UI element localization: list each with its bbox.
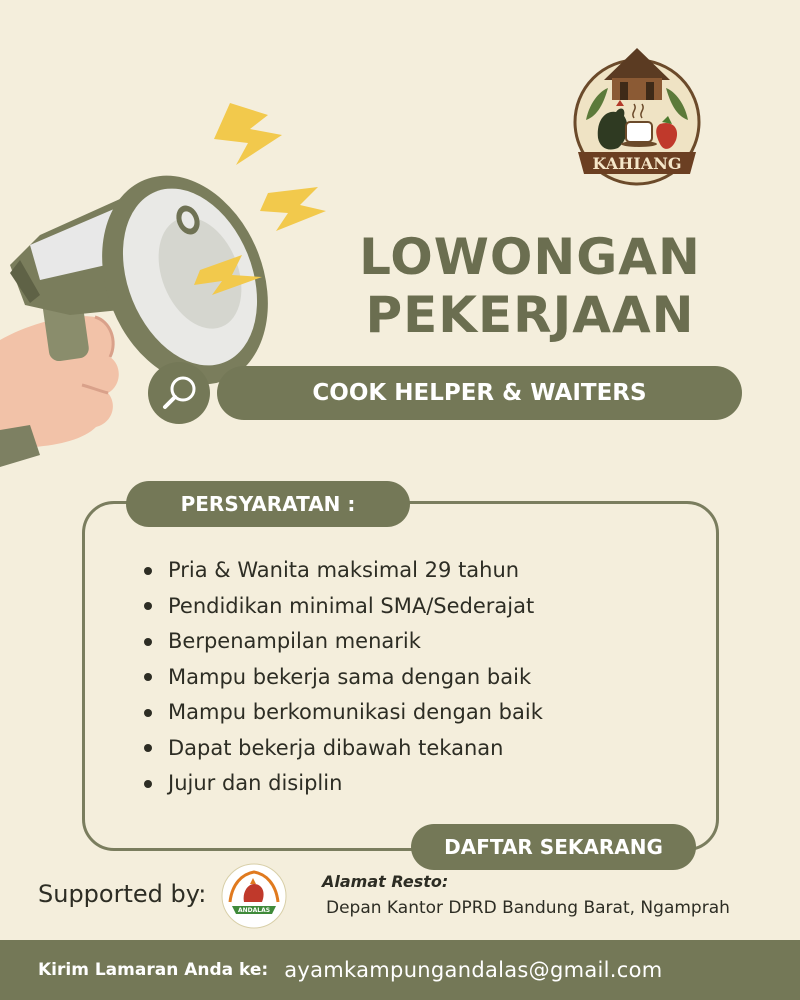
bullet-icon [144, 780, 152, 788]
andalas-logo [220, 862, 288, 930]
list-item: Jujur dan disiplin [140, 766, 700, 802]
list-item: Dapat bekerja dibawah tekanan [140, 731, 700, 767]
list-item: Mampu berkomunikasi dengan baik [140, 695, 700, 731]
bullet-icon [144, 602, 152, 610]
bullet-icon [144, 567, 152, 575]
list-item: Mampu bekerja sama dengan baik [140, 660, 700, 696]
footer-bar [0, 940, 800, 1000]
list-item: Pendidikan minimal SMA/Sederajat [140, 589, 700, 625]
title-line-2: PEKERJAAN [365, 286, 695, 344]
kahiang-logo [568, 40, 706, 190]
bullet-icon [144, 709, 152, 717]
page-title [320, 228, 740, 344]
footer-label: Kirim Lamaran Anda ke: [38, 960, 269, 980]
bullet-icon [144, 673, 152, 681]
requirements-list [140, 553, 700, 802]
search-icon [148, 362, 210, 424]
list-item: Berpenampilan menarik [140, 624, 700, 660]
contact-email[interactable]: ayamkampungandalas@gmail.com [284, 958, 663, 982]
address-text: Depan Kantor DPRD Bandung Barat, Ngamprah [326, 898, 730, 918]
requirements-heading: PERSYARATAN : [126, 481, 410, 527]
search-badge [148, 362, 210, 424]
register-now-button[interactable]: DAFTAR SEKARANG [411, 824, 696, 870]
address-label: Alamat Resto: [322, 872, 449, 891]
bullet-icon [144, 638, 152, 646]
sponsor-logo-text: ANDALAS [237, 907, 271, 914]
position-label: COOK HELPER & WAITERS [217, 366, 742, 420]
logo-text: KAHIANG [592, 154, 682, 173]
list-item: Pria & Wanita maksimal 29 tahun [140, 553, 700, 589]
title-line-1: LOWONGAN [359, 228, 701, 286]
supported-by-label: Supported by: [38, 880, 207, 908]
bullet-icon [144, 744, 152, 752]
